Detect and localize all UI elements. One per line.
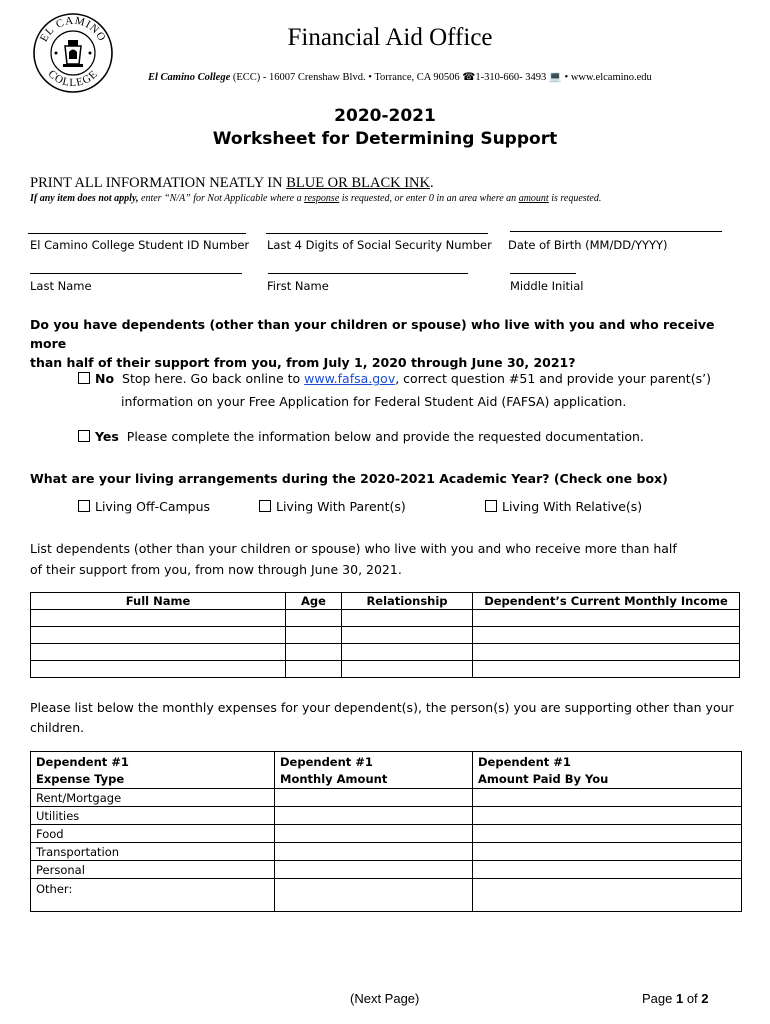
address-line bbox=[148, 70, 688, 83]
relatives-checkbox[interactable] bbox=[485, 500, 497, 512]
address: (ECC) - 16007 Crenshaw Blvd. • Torrance, CA 90506 bbox=[232, 72, 460, 83]
last-name-label: Last Name bbox=[30, 279, 92, 293]
expenses-intro: Please list below the monthly expenses for your dependent(s), the person(s) you are supporting other than your children. bbox=[30, 700, 734, 735]
bell-tower-icon bbox=[55, 40, 92, 67]
table-header-row bbox=[31, 593, 740, 610]
table-row bbox=[31, 789, 742, 807]
col-age: Age bbox=[286, 593, 342, 610]
phone-icon: ☎ bbox=[462, 72, 476, 83]
dob-line[interactable] bbox=[510, 231, 722, 232]
last-name-line[interactable] bbox=[30, 273, 242, 274]
yes-checkbox[interactable] bbox=[78, 430, 90, 442]
no-label: No bbox=[95, 371, 115, 386]
no-option: No Stop here. Go back online to www.fafsa.gov, correct question #51 and provide your parent(s’) bbox=[78, 368, 711, 390]
table-row bbox=[31, 825, 742, 843]
college-seal-logo bbox=[32, 12, 114, 94]
col-amount-paid: Dependent #1 Amount Paid By You bbox=[473, 752, 742, 789]
ssn-line[interactable] bbox=[266, 233, 488, 234]
living-option-parents: Living With Parent(s) bbox=[259, 496, 406, 518]
computer-icon: 💻 bbox=[548, 72, 562, 83]
table-row bbox=[31, 861, 742, 879]
no-option-text: information on your Free Application for Federal Student Aid (FAFSA) application. bbox=[121, 394, 627, 409]
logo-text-top: EL CAMINO bbox=[37, 14, 109, 44]
expense-utilities: Utilities bbox=[31, 807, 275, 825]
academic-year: 2020-2021 bbox=[334, 106, 436, 126]
phone-number: 1-310-660- 3493 bbox=[475, 72, 547, 83]
worksheet-title: Worksheet for Determining Support bbox=[212, 129, 558, 149]
svg-text:EL CAMINO bbox=[38, 15, 108, 44]
table-row bbox=[31, 807, 742, 825]
first-name-label: First Name bbox=[267, 279, 329, 293]
middle-initial-line[interactable] bbox=[510, 273, 576, 274]
dob-label: Date of Birth (MM/DD/YYYY) bbox=[508, 238, 668, 252]
col-monthly-amount: Dependent #1 Monthly Amount bbox=[275, 752, 473, 789]
first-name-line[interactable] bbox=[268, 273, 468, 274]
college-name: El Camino College bbox=[148, 72, 231, 83]
fafsa-link[interactable]: www.fafsa.gov bbox=[304, 371, 396, 386]
living-option-relatives: Living With Relative(s) bbox=[485, 496, 642, 518]
col-relationship: Relationship bbox=[342, 593, 473, 610]
print-instruction: PRINT ALL INFORMATION NEATLY IN BLUE OR BLACK INK. bbox=[30, 175, 434, 191]
table-row bbox=[31, 661, 740, 678]
middle-initial-label: Middle Initial bbox=[510, 279, 584, 293]
yes-label: Yes bbox=[95, 429, 119, 444]
office-title: Financial Aid Office bbox=[287, 24, 493, 51]
col-monthly-income: Dependent’s Current Monthly Income bbox=[473, 593, 740, 610]
expenses-header-row bbox=[31, 752, 742, 789]
yes-option: Yes Please complete the information below and provide the requested documentation. bbox=[78, 426, 644, 448]
expense-rent: Rent/Mortgage bbox=[31, 789, 275, 807]
table-row bbox=[31, 644, 740, 661]
expense-other: Other: bbox=[31, 879, 275, 912]
expenses-table bbox=[30, 751, 742, 912]
ssn-label: Last 4 Digits of Social Security Number bbox=[267, 238, 492, 252]
parents-checkbox[interactable] bbox=[259, 500, 271, 512]
website: • www.elcamino.edu bbox=[564, 72, 652, 83]
student-id-label: El Camino College Student ID Number bbox=[30, 238, 250, 252]
expense-transportation: Transportation bbox=[31, 843, 275, 861]
dependents-question: Do you have dependents (other than your children or spouse) who live with you and who receive more than half of their support from you, from July 1, 2020 through June 30, 2021? bbox=[30, 317, 715, 370]
table-row bbox=[31, 843, 742, 861]
dependents-table bbox=[30, 592, 740, 678]
ink-requirement: BLUE OR BLACK INK bbox=[286, 175, 430, 191]
table-row bbox=[31, 879, 742, 912]
svg-text:COLLEGE bbox=[46, 68, 101, 89]
student-id-line[interactable] bbox=[28, 233, 246, 234]
no-checkbox[interactable] bbox=[78, 372, 90, 384]
table-row bbox=[31, 627, 740, 644]
off-campus-checkbox[interactable] bbox=[78, 500, 90, 512]
na-instruction: If any item does not apply, enter “N/A” for Not Applicable where a response is requested, or enter 0 in an area where an amount is requested. bbox=[30, 193, 602, 204]
dependents-list-intro: List dependents (other than your children or spouse) who live with you and who receive more than half of their support from you, from now through June 30, 2021. bbox=[30, 541, 677, 577]
living-option-off-campus: Living Off-Campus bbox=[78, 496, 210, 518]
page-number: Page 1 of 2 bbox=[642, 991, 709, 1006]
expense-food: Food bbox=[31, 825, 275, 843]
living-question: What are your living arrangements during the 2020-2021 Academic Year? (Check one box) bbox=[30, 471, 668, 486]
col-full-name: Full Name bbox=[31, 593, 286, 610]
next-page-note: (Next Page) bbox=[350, 991, 420, 1006]
logo-text-bottom: COLLEGE bbox=[45, 67, 101, 90]
table-row bbox=[31, 610, 740, 627]
expense-personal: Personal bbox=[31, 861, 275, 879]
col-expense-type: Dependent #1 Expense Type bbox=[31, 752, 275, 789]
